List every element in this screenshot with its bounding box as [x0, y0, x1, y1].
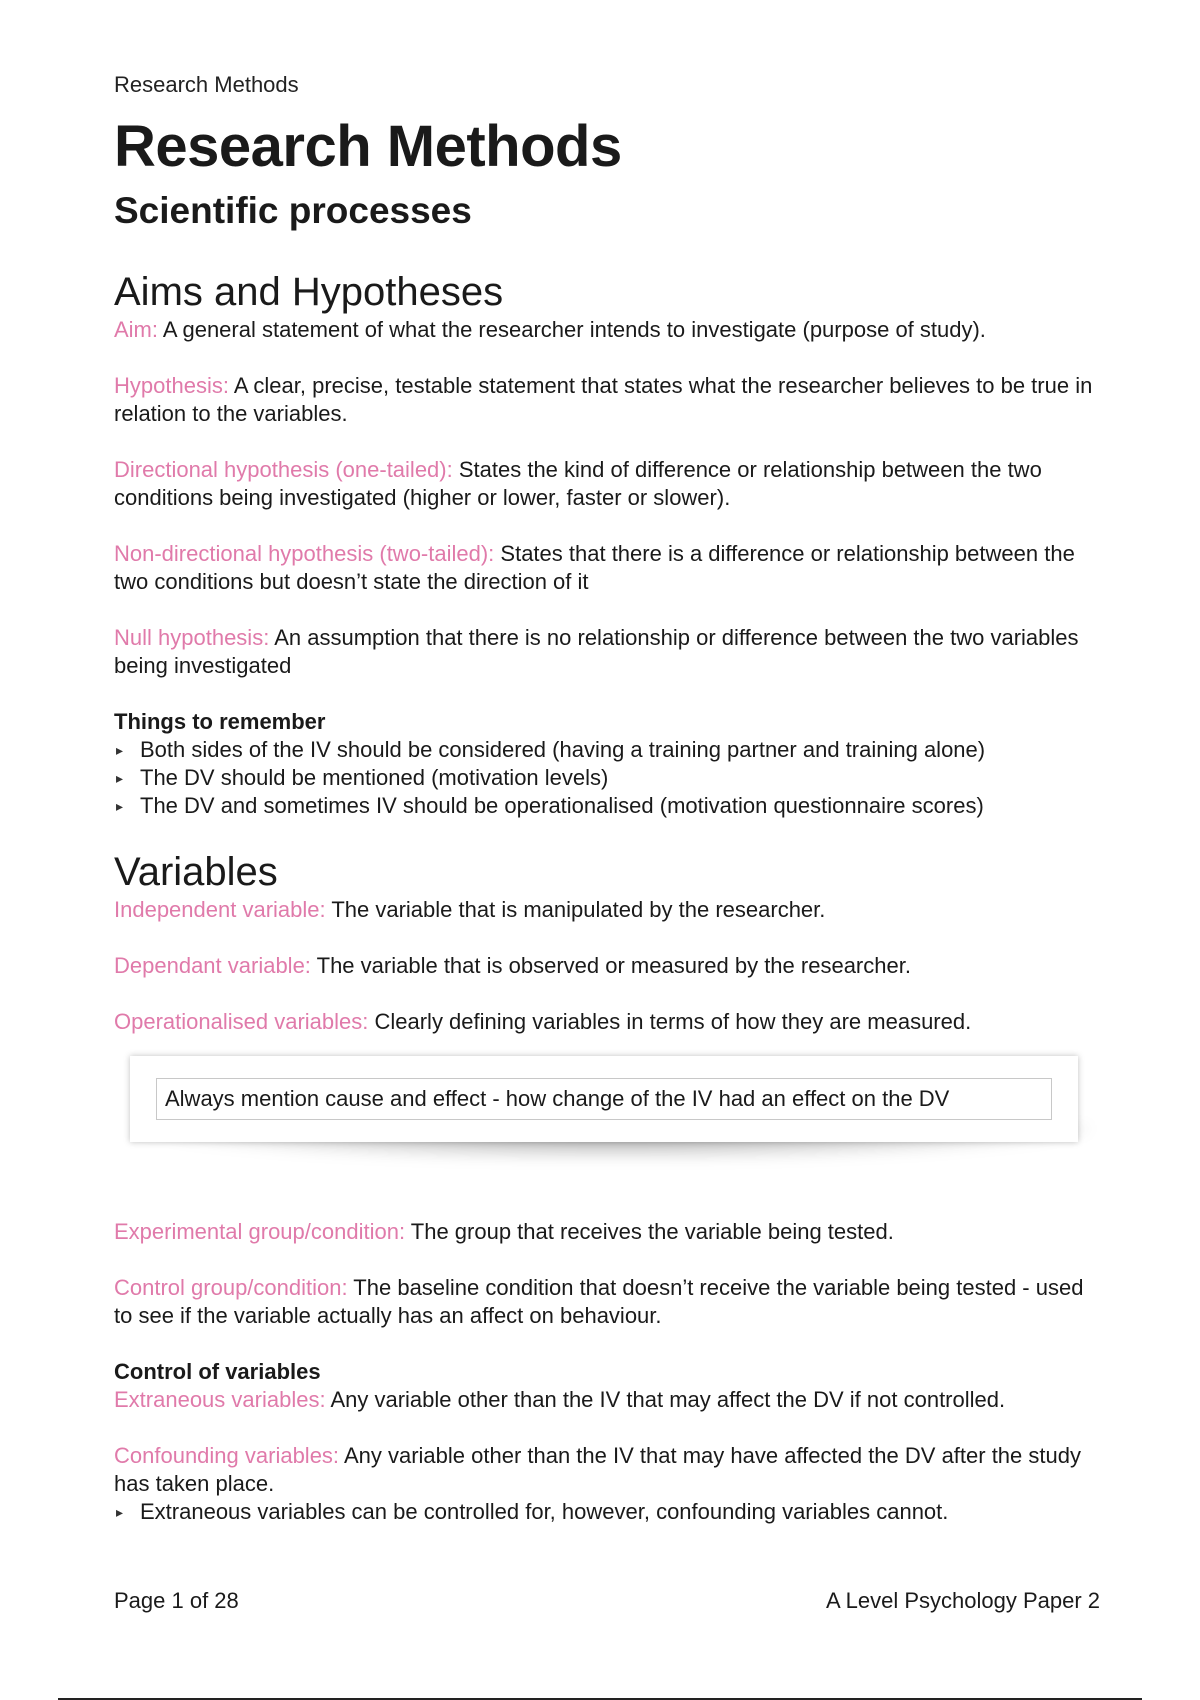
term-label: Dependant variable:	[114, 953, 311, 978]
definition-text: Any variable other than the IV that may affect the DV if not controlled.	[325, 1387, 1006, 1412]
definition-null-hypothesis	[114, 624, 1094, 680]
definition-hypothesis	[114, 372, 1094, 428]
definition-aim	[114, 316, 1094, 344]
control-note-list	[114, 1498, 1094, 1526]
document-subtitle: Scientific processes	[114, 190, 472, 231]
list-item: ▸ Extraneous variables can be controlled for, however, confounding variables cannot.	[114, 1498, 1094, 1526]
term-label: Experimental group/condition:	[114, 1219, 406, 1244]
term-label: Hypothesis:	[114, 373, 229, 398]
term-label: Operationalised variables:	[114, 1009, 369, 1034]
callout-box	[114, 1056, 1094, 1196]
definition-experimental-group	[114, 1218, 1094, 1246]
definition-independent-variable	[114, 896, 1094, 924]
definition-text: Any variable other than the IV that may have affected the DV after the study has taken place.	[114, 1443, 1081, 1496]
definition-text: States the kind of difference or relationship between the two conditions being investigated (higher or lower, faster or slower).	[114, 457, 1042, 510]
list-item: ▸ Both sides of the IV should be considered (having a training partner and training alone)	[114, 736, 1094, 764]
term-label: Aim:	[114, 317, 158, 342]
callout-text: Always mention cause and effect - how change of the IV had an effect on the DV	[156, 1078, 1052, 1120]
definition-confounding-variables	[114, 1442, 1094, 1498]
definition-text: The variable that is manipulated by the researcher.	[325, 897, 826, 922]
list-item: ▸ The DV should be mentioned (motivation levels)	[114, 764, 1094, 792]
things-to-remember-heading: Things to remember	[114, 709, 326, 734]
callout-card	[130, 1056, 1078, 1142]
list-item: ▸ The DV and sometimes IV should be operationalised (motivation questionnaire scores)	[114, 792, 1094, 820]
term-label: Control group/condition:	[114, 1275, 348, 1300]
definition-text: A clear, precise, testable statement that states what the researcher believes to be true in relation to the variables.	[114, 373, 1093, 426]
things-to-remember-list	[114, 736, 1094, 820]
definition-text: Clearly defining variables in terms of how they are measured.	[368, 1009, 972, 1034]
definition-text: The variable that is observed or measured by the researcher.	[310, 953, 911, 978]
definition-text: The baseline condition that doesn’t receive the variable being tested - used to see if the variable actually has an affect on behaviour.	[114, 1275, 1084, 1328]
document-body	[114, 270, 1094, 1526]
term-label: Non-directional hypothesis (two-tailed):	[114, 541, 495, 566]
definition-text: An assumption that there is no relationship or difference between the two variables being investigated	[114, 625, 1079, 678]
term-label: Directional hypothesis (one-tailed):	[114, 457, 453, 482]
definition-non-directional-hypothesis	[114, 540, 1094, 596]
term-label: Confounding variables:	[114, 1443, 340, 1468]
definition-dependant-variable	[114, 952, 1094, 980]
document-title: Research Methods	[114, 114, 622, 179]
page-number: Page 1 of 28	[114, 1588, 239, 1613]
definition-text: States that there is a difference or relationship between the two conditions but doesn’t state the direction of it	[114, 541, 1075, 594]
definition-directional-hypothesis	[114, 456, 1094, 512]
definition-text: The group that receives the variable being tested.	[405, 1219, 894, 1244]
term-label: Extraneous variables:	[114, 1387, 326, 1412]
definition-extraneous-variables	[114, 1386, 1094, 1414]
term-label: Independent variable:	[114, 897, 326, 922]
definition-control-group	[114, 1274, 1094, 1330]
control-of-variables-heading: Control of variables	[114, 1359, 321, 1384]
section-heading-variables: Variables	[114, 850, 278, 894]
definition-operationalised-variables	[114, 1008, 1094, 1036]
definition-text: A general statement of what the researcher intends to investigate (purpose of study).	[158, 317, 986, 342]
term-label: Null hypothesis:	[114, 625, 270, 650]
course-name: A Level Psychology Paper 2	[826, 1588, 1100, 1613]
running-header: Research Methods	[114, 72, 299, 97]
section-heading-aims: Aims and Hypotheses	[114, 270, 504, 314]
